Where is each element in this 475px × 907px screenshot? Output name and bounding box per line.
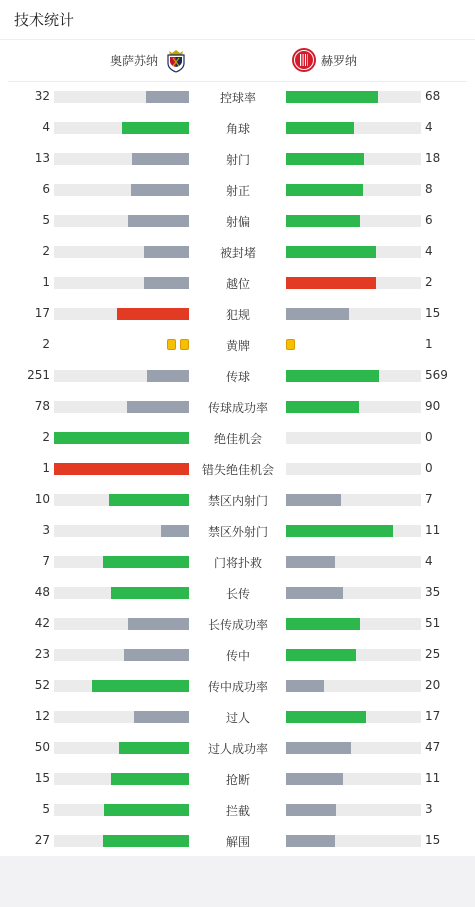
away-bar-track [286,525,421,537]
away-bar-fill [286,122,354,134]
stat-row [0,733,475,764]
away-bar-fill [286,370,379,382]
stat-label: 绝佳机会 [213,432,262,446]
stat-label: 角球 [225,122,250,136]
stat-row [0,268,475,299]
stat-label: 传中成功率 [207,680,268,694]
away-value: 2 [425,275,433,289]
stat-label: 射门 [225,153,250,167]
away-bar-track [286,649,421,661]
away-bar-track [286,91,421,103]
away-value: 15 [425,833,441,847]
away-value: 25 [425,647,441,661]
home-bar-fill [132,153,189,165]
home-value: 2 [42,430,50,444]
home-bar-track [54,463,189,475]
home-value: 78 [34,399,50,413]
away-bar-fill [286,184,363,196]
away-bar-track [286,494,421,506]
away-bar-track [286,122,421,134]
stat-row [0,485,475,516]
home-bar-track [54,91,189,103]
stats-list [0,82,475,857]
home-bar-fill [111,587,189,599]
away-bar-track [286,711,421,723]
away-value: 90 [425,399,441,413]
away-bar-track [286,370,421,382]
home-bar-track [54,215,189,227]
away-value: 35 [425,585,441,599]
home-bar-fill [104,804,189,816]
stat-row [0,764,475,795]
away-bar-fill [286,153,364,165]
away-bar-fill [286,215,360,227]
home-yellow-cards [167,339,189,350]
stat-label: 越位 [225,277,250,291]
away-bar-track [286,401,421,413]
home-bar-track [54,680,189,692]
stat-label: 传球成功率 [207,401,268,415]
home-value: 50 [34,740,50,754]
away-value: 6 [425,213,433,227]
away-value: 17 [425,709,441,723]
stat-row [0,144,475,175]
home-bar-track [54,525,189,537]
home-bar-fill [144,277,189,289]
home-bar-fill [92,680,189,692]
home-bar-track [54,742,189,754]
home-bar-fill [103,556,189,568]
home-bar-fill [144,246,189,258]
home-bar-track [54,184,189,196]
home-bar-track [54,835,189,847]
stat-label: 错失绝佳机会 [201,463,274,477]
home-bar-track [54,370,189,382]
teams-row [8,40,467,82]
away-value: 0 [425,461,433,475]
home-value: 6 [42,182,50,196]
home-bar-fill [119,742,189,754]
away-value: 4 [425,554,433,568]
away-bar-track [286,463,421,475]
away-bar-fill [286,680,324,692]
page-title: 技术统计 [14,11,75,29]
home-bar-fill [128,618,189,630]
home-bar-track [54,153,189,165]
away-value: 11 [425,771,441,785]
girona-crest-icon [291,47,317,73]
home-bar-track [54,618,189,630]
home-bar-fill [109,494,189,506]
home-value: 7 [42,554,50,568]
away-bar-fill [286,91,378,103]
stat-row [0,578,475,609]
home-bar-track [54,122,189,134]
home-value: 10 [34,492,50,506]
stat-row [0,175,475,206]
stat-label: 过人 [225,711,250,725]
away-bar-fill [286,742,351,754]
stat-label: 犯规 [225,308,250,322]
stat-row [0,330,475,361]
header-bar [0,0,475,40]
home-bar-track [54,308,189,320]
away-value: 11 [425,523,441,537]
home-bar-fill [111,773,189,785]
stat-label: 被封堵 [219,246,256,260]
home-bar-fill [161,525,189,537]
home-value: 1 [42,461,50,475]
stat-row [0,609,475,640]
away-value: 3 [425,802,433,816]
home-value: 1 [42,275,50,289]
home-value: 4 [42,120,50,134]
away-value: 51 [425,616,441,630]
away-bar-track [286,277,421,289]
stat-label: 长传 [225,587,250,601]
stat-row [0,702,475,733]
away-bar-fill [286,773,343,785]
away-value: 47 [425,740,441,754]
yellow-card-icon [180,339,189,350]
home-bar-track [54,804,189,816]
away-team[interactable] [291,47,357,73]
away-value: 4 [425,244,433,258]
home-bar-fill [128,215,189,227]
away-bar-track [286,587,421,599]
stat-row [0,237,475,268]
stat-label: 禁区外射门 [207,525,268,539]
home-value: 17 [34,306,50,320]
away-bar-track [286,246,421,258]
stat-label: 抢断 [225,773,250,787]
home-bar-track [54,587,189,599]
stat-row [0,826,475,857]
away-bar-track [286,680,421,692]
home-value: 27 [34,833,50,847]
home-value: 48 [34,585,50,599]
home-value: 42 [34,616,50,630]
stat-row [0,361,475,392]
stat-row [0,423,475,454]
stat-label: 长传成功率 [207,618,268,632]
home-bar-fill [147,370,189,382]
yellow-card-icon [167,339,176,350]
away-bar-fill [286,835,335,847]
away-bar-fill [286,587,343,599]
away-value: 4 [425,120,433,134]
stat-label: 射正 [225,184,250,198]
away-bar-track [286,153,421,165]
home-bar-fill [124,649,189,661]
away-value: 68 [425,89,441,103]
home-value: 2 [42,244,50,258]
home-bar-track [54,649,189,661]
home-bar-fill [122,122,190,134]
home-value: 23 [34,647,50,661]
home-value: 251 [27,368,50,382]
home-bar-track [54,432,189,444]
home-value: 2 [42,337,50,351]
yellow-card-icon [286,339,295,350]
away-bar-track [286,184,421,196]
stat-row [0,454,475,485]
away-team-name: 赫罗纳 [321,53,358,68]
stat-row [0,516,475,547]
stat-row [0,299,475,330]
home-bar-fill [134,711,189,723]
away-value: 15 [425,306,441,320]
home-value: 5 [42,802,50,816]
stat-label: 控球率 [219,91,256,105]
stat-row [0,82,475,113]
home-team[interactable] [110,47,189,73]
away-bar-track [286,835,421,847]
stat-row [0,795,475,826]
stat-label: 黄牌 [225,339,250,353]
stat-row [0,113,475,144]
away-bar-track [286,556,421,568]
away-value: 8 [425,182,433,196]
home-value: 32 [34,89,50,103]
stat-label: 门将扑救 [213,556,262,570]
stat-row [0,392,475,423]
home-bar-fill [103,835,189,847]
away-bar-fill [286,308,349,320]
away-bar-fill [286,556,335,568]
away-bar-fill [286,711,366,723]
stat-label: 射偏 [225,215,250,229]
home-bar-track [54,773,189,785]
home-bar-fill [117,308,189,320]
away-bar-track [286,308,421,320]
home-bar-track [54,494,189,506]
home-bar-fill [146,91,189,103]
away-value: 1 [425,337,433,351]
stat-label: 过人成功率 [207,742,268,756]
away-value: 20 [425,678,441,692]
away-bar-track [286,742,421,754]
home-bar-track [54,277,189,289]
away-bar-track [286,618,421,630]
away-value: 0 [425,430,433,444]
stat-label: 传中 [225,649,250,663]
stat-label: 传球 [225,370,250,384]
stat-row [0,547,475,578]
away-bar-fill [286,804,336,816]
stat-row [0,640,475,671]
home-team-name: 奥萨苏纳 [109,53,158,68]
away-bar-fill [286,618,360,630]
home-value: 13 [34,151,50,165]
home-bar-track [54,246,189,258]
stat-label: 解围 [225,835,250,849]
home-bar-fill [54,432,189,444]
away-bar-track [286,215,421,227]
home-value: 12 [34,709,50,723]
stat-row [0,206,475,237]
away-value: 7 [425,492,433,506]
away-yellow-cards [286,339,295,350]
away-bar-fill [286,494,341,506]
home-bar-fill [54,463,189,475]
home-bar-fill [131,184,189,196]
away-bar-fill [286,649,356,661]
home-bar-fill [127,401,189,413]
home-bar-track [54,711,189,723]
home-value: 5 [42,213,50,227]
home-value: 15 [34,771,50,785]
home-value: 3 [42,523,50,537]
away-value: 18 [425,151,441,165]
away-bar-fill [286,246,376,258]
away-bar-track [286,804,421,816]
away-value: 569 [425,368,448,382]
away-bar-fill [286,401,359,413]
stat-label: 禁区内射门 [207,494,268,508]
away-bar-fill [286,277,376,289]
stat-label: 拦截 [225,804,250,818]
stat-row [0,671,475,702]
home-value: 52 [34,678,50,692]
home-bar-track [54,401,189,413]
away-bar-fill [286,525,393,537]
away-bar-track [286,432,421,444]
home-bar-track [54,556,189,568]
osasuna-crest-icon [163,47,189,73]
away-bar-track [286,773,421,785]
